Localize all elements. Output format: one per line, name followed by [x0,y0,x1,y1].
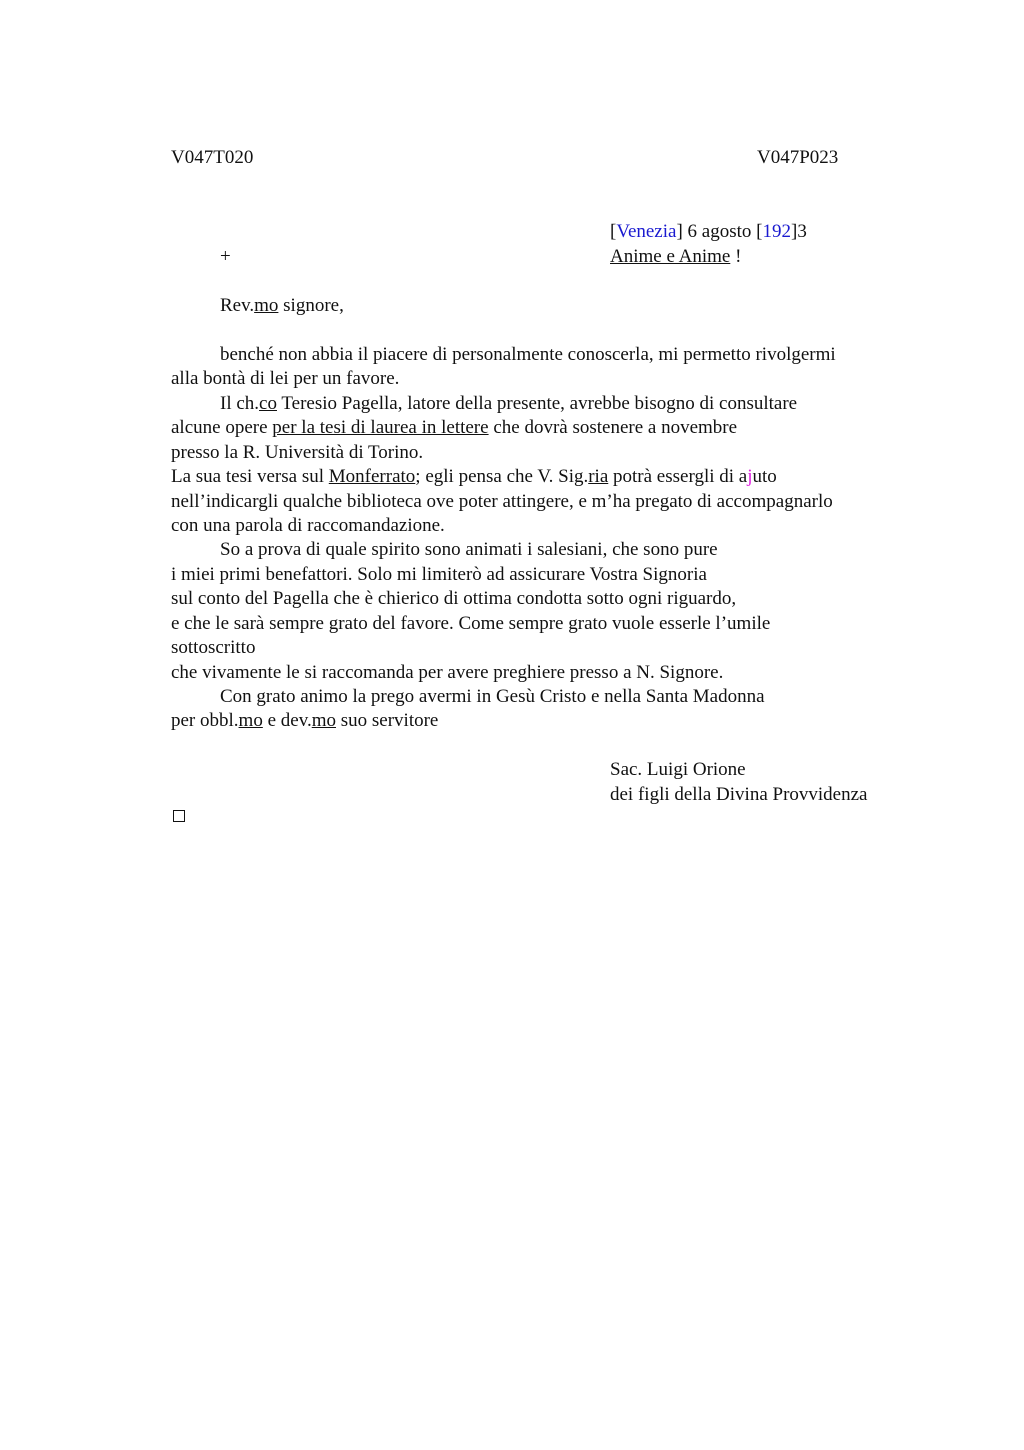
cross-symbol: + [220,246,231,267]
text-run: La sua tesi versa sul [171,466,329,487]
abbrev-run: ria [588,466,609,487]
dateline-day-month: 6 agosto [682,221,757,242]
salutation [220,294,344,318]
motto [610,245,741,269]
text-run: e dev. [262,710,312,731]
body-line: i miei primi benefattori. Solo mi limiterò ad assicurare Vostra Signoria [171,564,707,585]
text-run: suo servitore [336,710,439,731]
signature-title: dei figli della Divina Provvidenza [610,784,868,805]
underlined-run: Monferrato [328,466,416,487]
body-line: benché non abbia il piacere di personalmente conoscerla, mi permetto rivolgermi [220,344,836,365]
text-run: Il ch. [220,393,260,414]
body-line [220,392,797,416]
dateline-close-bracket: ] [676,221,683,242]
dateline-year-editorial: 192 [762,221,791,242]
text-run: per obbl. [171,710,239,731]
motto-punct: ! [730,246,742,267]
dateline-place: Venezia [616,221,677,242]
dateline-year-digit: 3 [797,221,807,242]
abbrev-run: mo [238,710,263,731]
text-run: ; egli pensa che V. Sig. [415,466,589,487]
body-line [171,416,737,440]
abbrev-run: co [259,393,277,414]
body-line [171,465,777,489]
text-run: alcune opere [171,417,273,438]
body-line: nell’indicargli qualche biblioteca ove poter attingere, e m’ha pregato di accompagnarlo [171,491,833,512]
editorial-letter: j [747,466,753,487]
document-code-right: V047P023 [757,147,839,168]
salutation-suffix: signore, [278,295,344,316]
dateline-year-open: [ [756,221,763,242]
dateline-open-bracket: [ [610,221,617,242]
salutation-abbrev: mo [254,295,279,316]
body-line: So a prova di quale spirito sono animati i salesiani, che sono pure [220,539,718,560]
body-line: alla bontà di lei per un favore. [171,368,400,389]
dateline-year-close: ] [790,221,798,242]
body-line [171,709,438,733]
document-code-left: V047T020 [171,147,254,168]
body-line: sul conto del Pagella che è chierico di ottima condotta sotto ogni riguardo, [171,588,737,609]
body-line: che vivamente le si raccomanda per avere preghiere presso a N. Signore. [171,662,724,683]
body-line: con una parola di raccomandazione. [171,515,445,536]
body-line: presso la R. Università di Torino. [171,442,424,463]
text-run: Teresio Pagella, latore della presente, avrebbe bisogno di consultare [276,393,798,414]
underlined-run: per la tesi di laurea in lettere [272,417,489,438]
text-run: che dovrà sostenere a novembre [488,417,738,438]
abbrev-run: mo [311,710,336,731]
salutation-prefix: Rev. [220,295,255,316]
signature-name: Sac. Luigi Orione [610,759,746,780]
text-run: uto [752,466,777,487]
body-line: sottoscritto [171,637,256,658]
motto-text: Anime e Anime [610,246,731,267]
dateline [610,220,807,244]
text-run: potrà essergli di a [608,466,748,487]
body-line: Con grato animo la prego avermi in Gesù Cristo e nella Santa Madonna [220,686,765,707]
end-box-icon [173,810,185,822]
body-line: e che le sarà sempre grato del favore. Come sempre grato vuole esserle l’umile [171,613,771,634]
